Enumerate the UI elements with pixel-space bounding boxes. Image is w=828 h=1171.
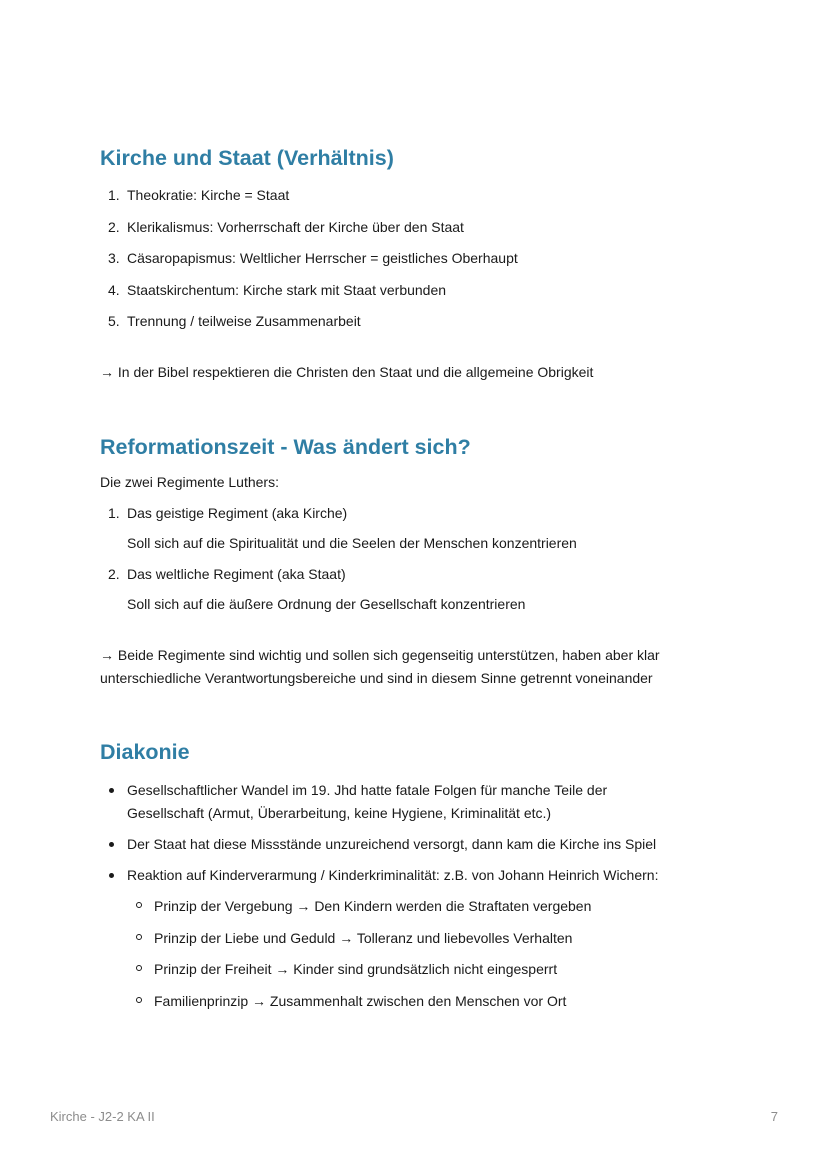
bullet-icon bbox=[109, 842, 114, 847]
circle-bullet-icon bbox=[136, 902, 142, 908]
list-item-description: Soll sich auf die Spiritualität und die Seelen der Menschen konzentrieren bbox=[127, 535, 577, 551]
list-item: Der Staat hat diese Missstände unzureichend versorgt, dann kam die Kirche ins Spiel bbox=[100, 833, 740, 856]
sub-list-item: Familienprinzip → Zusammenhalt zwischen den Menschen vor Ort bbox=[127, 991, 740, 1011]
section-reformationszeit bbox=[100, 432, 740, 690]
list-item: 5. Trennung / teilweise Zusammenarbeit bbox=[108, 313, 361, 329]
sub-bullet-list bbox=[127, 896, 740, 1011]
sub-list-item: Prinzip der Liebe und Geduld → Tolleranz und liebevolles Verhalten bbox=[127, 928, 740, 948]
bullet-icon bbox=[109, 873, 114, 878]
list-item: 1. Das geistige Regiment (aka Kirche) Soll sich auf die Spiritualität und die Seelen der Menschen konzentrieren bbox=[100, 503, 740, 553]
section-diakonie bbox=[100, 737, 740, 1011]
list-item: Gesellschaftlicher Wandel im 19. Jhd hatte fatale Folgen für manche Teile der Gesellschaft (Armut, Überarbeitung, keine Hygiene, Kriminalität etc.) bbox=[100, 779, 740, 825]
section-title: Reformationszeit - Was ändert sich? bbox=[100, 435, 471, 459]
arrow-note: → Beide Regimente sind wichtig und sollen sich gegenseitig unterstützen, haben aber klar unterschiedliche Verantwortungsbereiche und sind in diesem Sinne getrennt voneinander bbox=[100, 647, 660, 686]
list-item: 3. Cäsaropapismus: Weltlicher Herrscher = geistliches Oberhaupt bbox=[108, 250, 518, 266]
page-number: 7 bbox=[770, 1109, 778, 1124]
section-title: Kirche und Staat (Verhältnis) bbox=[100, 146, 394, 170]
sub-list-item: Prinzip der Freiheit → Kinder sind grundsätzlich nicht eingesperrt bbox=[127, 959, 740, 979]
sub-list-item: Prinzip der Vergebung → Den Kindern werden die Straftaten vergeben bbox=[127, 896, 740, 916]
list-item: Reaktion auf Kinderverarmung / Kinderkriminalität: z.B. von Johann Heinrich Wichern: Prinzip der Vergebung → Den Kindern werden die Straftaten vergeben Prinzip der Liebe und Geduld → Tolleranz und liebevolles Verhalten Prinzip der Freiheit → Kinder sind grundsätzlich nicht eingesperrt Familienprinzip → Zusammenhalt zwischen den Menschen vor Ort bbox=[100, 864, 740, 1011]
circle-bullet-icon bbox=[136, 965, 142, 971]
list-item: 2. Klerikalismus: Vorherrschaft der Kirche über den Staat bbox=[108, 218, 464, 235]
circle-bullet-icon bbox=[136, 934, 142, 940]
bullet-list bbox=[100, 779, 740, 1011]
circle-bullet-icon bbox=[136, 997, 142, 1003]
footer-title: Kirche - J2-2 KA II bbox=[50, 1109, 155, 1124]
list-item: 1. Theokratie: Kirche = Staat bbox=[108, 187, 290, 203]
intro-text: Die zwei Regimente Luthers: bbox=[100, 474, 279, 490]
bullet-icon bbox=[109, 788, 114, 793]
numbered-list bbox=[100, 185, 740, 331]
list-item-description: Soll sich auf die äußere Ordnung der Gesellschaft konzentrieren bbox=[127, 596, 526, 612]
numbered-list bbox=[100, 503, 740, 614]
page-content bbox=[100, 143, 740, 1022]
list-item: 4. Staatskirchentum: Kirche stark mit Staat verbunden bbox=[108, 281, 447, 298]
section-kirche-und-staat bbox=[100, 143, 740, 384]
section-title: Diakonie bbox=[100, 740, 190, 764]
arrow-note: → In der Bibel respektieren die Christen den Staat und die allgemeine Obrigkeit bbox=[100, 364, 594, 380]
list-item: 2. Das weltliche Regiment (aka Staat) Soll sich auf die äußere Ordnung der Gesellschaft konzentrieren bbox=[100, 564, 740, 614]
